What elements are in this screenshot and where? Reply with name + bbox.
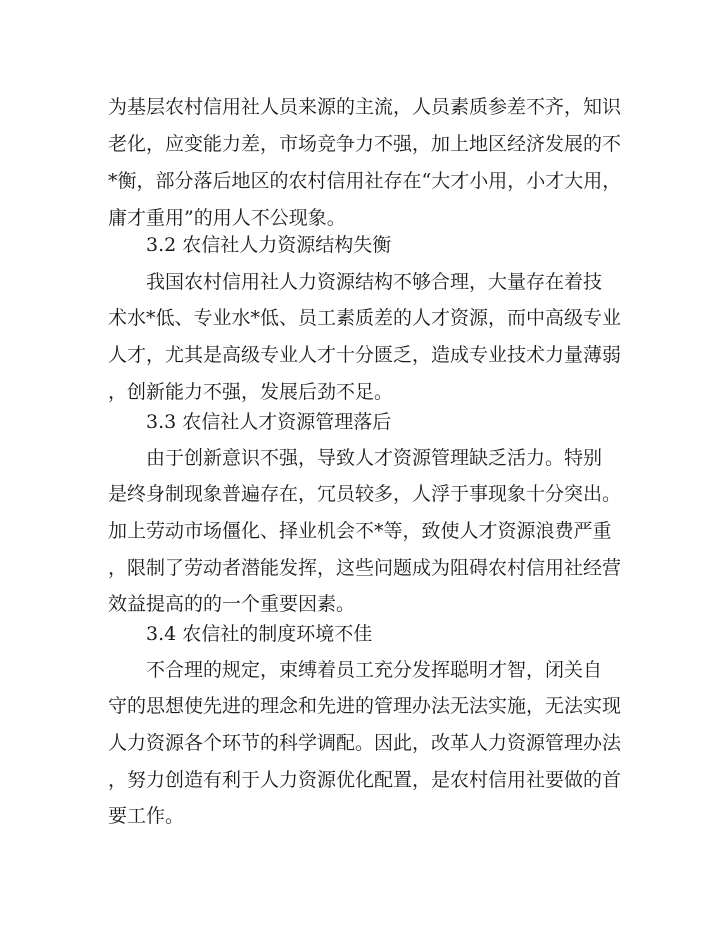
- paragraph-line: 人力资源各个环节的科学调配。因此，改革人力资源管理办法: [108, 732, 622, 754]
- paragraph-line: ，努力创造有利于人力资源优化配置，是农村信用社要做的首: [108, 769, 622, 791]
- paragraph-line: 不合理的规定，束缚着员工充分发挥聪明才智，闭关自: [146, 659, 603, 681]
- paragraph-line: 庸才重用”的用人不公现象。: [108, 207, 346, 229]
- section-heading-3-2: 3.2 农信社人力资源结构失衡: [146, 234, 392, 256]
- paragraph-line: 守的思想使先进的理念和先进的管理办法无法实施，无法实现: [108, 695, 622, 717]
- paragraph-line: 老化，应变能力差，市场竞争力不强，加上地区经济发展的不: [108, 133, 622, 155]
- paragraph-line: 由于创新意识不强，导致人才资源管理缺乏活力。特别: [146, 447, 603, 469]
- paragraph-line: 为基层农村信用社人员来源的主流，人员素质参差不齐，知识: [108, 96, 622, 118]
- paragraph-line: 人才，尤其是高级专业人才十分匮乏，造成专业技术力量薄弱: [108, 344, 622, 366]
- paragraph-line: 我国农村信用社人力资源结构不够合理，大量存在着技: [146, 271, 603, 293]
- paragraph-line: *衡，部分落后地区的农村信用社存在“大才小用，小才大用，: [108, 170, 622, 192]
- paragraph-line: ，创新能力不强，发展后劲不足。: [108, 381, 394, 403]
- section-heading-3-4: 3.4 农信社的制度环境不佳: [146, 623, 373, 645]
- paragraph-line: 要工作。: [108, 805, 185, 827]
- paragraph-line: 加上劳动市场僵化、择业机会不*等，致使人才资源浪费严重: [108, 520, 612, 542]
- paragraph-line: 是终身制现象普遍存在，冗员较多，人浮于事现象十分突出。: [108, 483, 622, 505]
- paragraph-line: 效益提高的的一个重要因素。: [108, 593, 356, 615]
- section-heading-3-3: 3.3 农信社人才资源管理落后: [146, 411, 392, 433]
- paragraph-line: 术水*低、专业水*低、员工素质差的人才资源，而中高级专业: [108, 307, 622, 329]
- paragraph-line: ，限制了劳动者潜能发挥，这些问题成为阻碍农村信用社经营: [108, 557, 622, 579]
